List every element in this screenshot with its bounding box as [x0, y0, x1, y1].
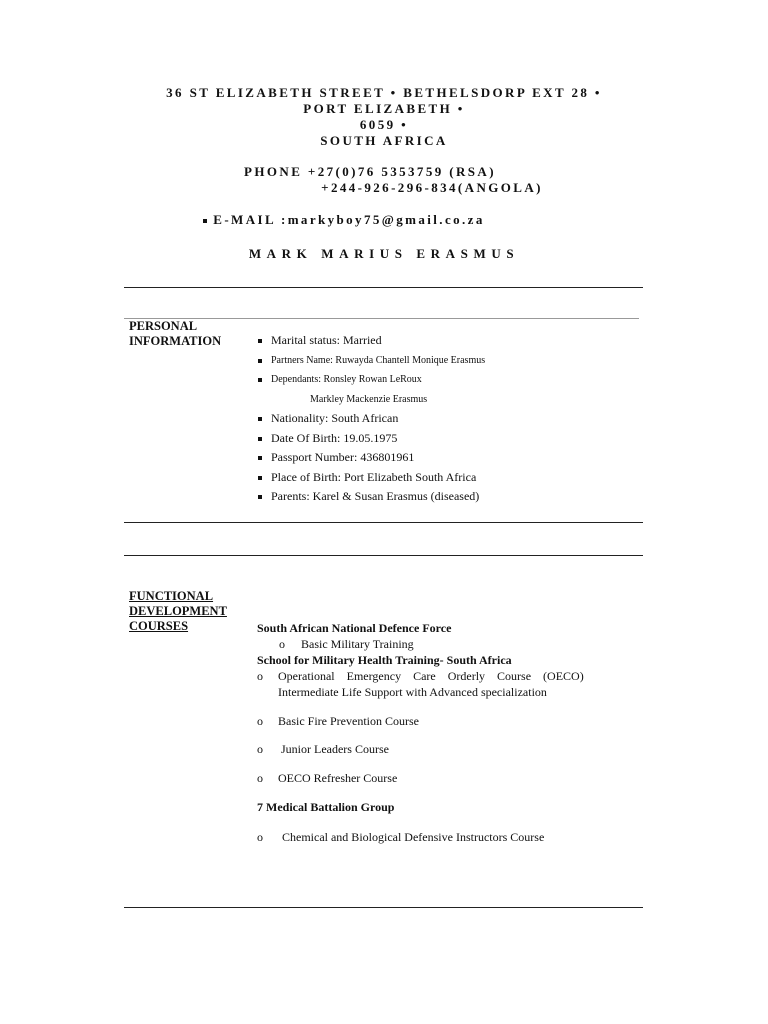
phone-line-1: PHONE +27(0)76 5353759 (RSA)	[244, 164, 496, 179]
passport-number: Passport Number: 436801961	[271, 450, 415, 464]
nationality: Nationality: South African	[271, 411, 399, 425]
list-item	[258, 370, 485, 390]
org-7-medical-battalion: 7 Medical Battalion Group	[257, 800, 395, 814]
divider-top	[124, 287, 643, 288]
divider-personal-bottom	[124, 522, 643, 523]
list-item	[258, 351, 485, 371]
org-school-military-health: School for Military Health Training- South Africa	[257, 653, 512, 667]
email-line[interactable]: E-MAIL :markyboy75@gmail.co.za	[213, 212, 485, 227]
bullet-icon	[258, 456, 262, 460]
bullet-icon	[258, 359, 262, 363]
bullet-icon	[258, 476, 262, 480]
course-chemical-biological: Chemical and Biological Defensive Instructors Course	[282, 830, 545, 844]
course-oeco-refresher: OECO Refresher Course	[278, 771, 398, 785]
parents: Parents: Karel & Susan Erasmus (diseased)	[271, 489, 480, 503]
list-item	[258, 390, 485, 410]
circle-bullet-icon: o	[257, 830, 263, 844]
address-line-1: 36 ST ELIZABETH STREET • BETHELSDORP EXT 28 •	[166, 85, 602, 100]
bullet-icon	[258, 378, 262, 382]
circle-bullet-icon: o	[279, 637, 285, 651]
bullet-icon	[258, 495, 262, 499]
divider-courses-top	[124, 555, 643, 556]
list-item	[258, 409, 485, 429]
list-item	[258, 468, 485, 488]
place-of-birth: Place of Birth: Port Elizabeth South Africa	[271, 469, 477, 484]
phone-line-2: +244-926-296-834(ANGOLA)	[321, 180, 543, 195]
circle-bullet-icon: o	[257, 742, 263, 756]
marital-status: Marital status: Married	[271, 333, 382, 347]
courses-section-title	[129, 589, 227, 634]
list-item	[258, 331, 485, 351]
bullet-icon	[258, 437, 262, 441]
personal-title-line-2: INFORMATION	[129, 334, 222, 348]
courses-title-line-2: DEVELOPMENT	[129, 604, 227, 618]
course-junior-leaders: Junior Leaders Course	[281, 742, 389, 756]
course-oeco-line-2: Intermediate Life Support with Advanced specialization	[278, 685, 547, 699]
address-line-4: SOUTH AFRICA	[320, 133, 448, 148]
bullet-icon	[258, 339, 262, 343]
org-sandf: South African National Defence Force	[257, 621, 452, 635]
list-item	[258, 448, 485, 468]
circle-bullet-icon: o	[257, 771, 263, 785]
personal-section-title	[129, 319, 221, 349]
course-oeco-line-1: Operational Emergency Care Orderly Course (OECO)	[278, 669, 584, 683]
email-row	[0, 212, 728, 228]
list-item	[258, 487, 485, 507]
circle-bullet-icon: o	[257, 669, 263, 683]
divider-courses-bottom	[124, 907, 643, 908]
list-item	[258, 429, 485, 449]
courses-title-line-3: COURSES	[129, 619, 189, 633]
personal-title-line-1: PERSONAL	[129, 319, 198, 333]
date-of-birth: Date Of Birth: 19.05.1975	[271, 430, 398, 445]
circle-bullet-icon: o	[257, 714, 263, 728]
dependants: Dependants: Ronsley Rowan LeRoux	[271, 374, 422, 385]
dependant-2: Markley Mackenzie Erasmus	[310, 393, 428, 405]
address-line-2: PORT ELIZABETH •	[303, 101, 465, 116]
course-basic-military-training: Basic Military Training	[301, 637, 414, 651]
bullet-icon	[258, 417, 262, 421]
address-line-3: 6059 •	[359, 117, 409, 132]
course-basic-fire-prevention: Basic Fire Prevention Course	[278, 714, 419, 728]
partners-name: Partners Name: Ruwayda Chantell Monique Erasmus	[271, 354, 486, 366]
bullet-icon	[203, 219, 207, 223]
candidate-name: MARK MARIUS ERASMUS	[248, 246, 520, 261]
personal-info-list	[258, 331, 485, 507]
courses-title-line-1: FUNCTIONAL	[129, 589, 214, 603]
